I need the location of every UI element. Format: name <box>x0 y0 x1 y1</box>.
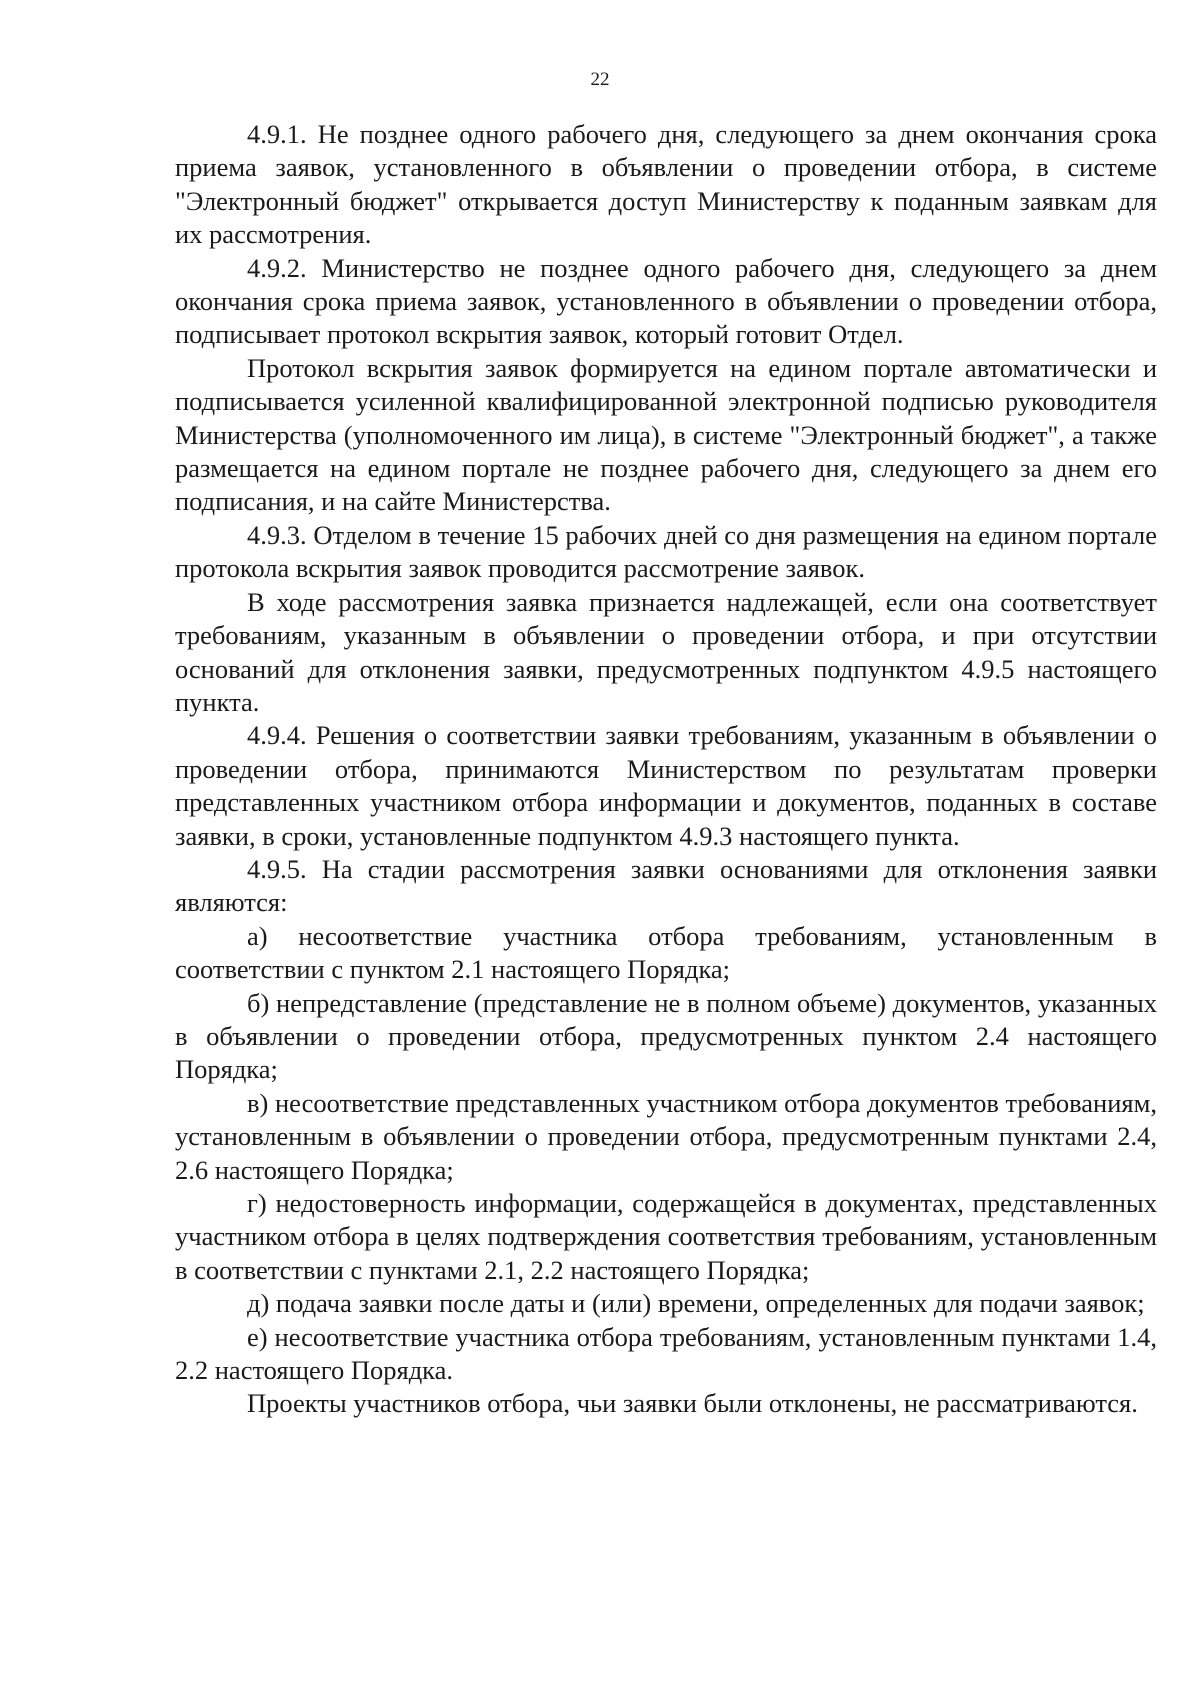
page-number: 22 <box>590 69 610 90</box>
paragraph-4-9-1: 4.9.1. Не позднее одного рабочего дня, следующего за днем окончания срока приема заявок, установленного в объявлении о проведении отбора, в системе "Электронный бюджет" открывается доступ Министерству к поданным заявкам для их рассмотрения. <box>175 119 1157 250</box>
list-item-v: в) несоответствие представленных участником отбора документов требованиям, установленным в объявлении о проведении отбора, предусмотренным пунктами 2.4, 2.6 настоящего Порядка; <box>175 1087 1158 1185</box>
list-item-e: е) несоответствие участника отбора требованиям, установленным пунктами 1.4, 2.2 настоящего Порядка. <box>175 1321 1157 1386</box>
list-item-b: б) непредставление (представление не в полном объеме) документов, указанных в объявлении о проведении отбора, предусмотренных пунктом 2.4 настоящего Порядка; <box>175 987 1157 1085</box>
paragraph-4-9-5: 4.9.5. На стадии рассмотрения заявки основаниями для отклонения заявки являются: <box>175 853 1157 918</box>
list-item-d: д) подача заявки после даты и (или) времени, определенных для подачи заявок; <box>247 1288 1145 1319</box>
paragraph-4-9-3: 4.9.3. Отделом в течение 15 рабочих дней со дня размещения на едином портале протокола вскрытия заявок проводится рассмотрение заявок. <box>175 519 1157 584</box>
list-item-g: г) недостоверность информации, содержащейся в документах, представленных участником отбора в целях подтверждения соответствия требованиям, установленным в соответствии с пунктами 2.1, 2.2 настоящего Порядка; <box>175 1188 1157 1285</box>
paragraph-4-9-2: 4.9.2. Министерство не позднее одного рабочего дня, следующего за днем окончания срока приема заявок, установленного в объявлении о проведении отбора, подписывает протокол вскрытия заявок, который готовит Отдел. <box>175 252 1157 350</box>
document-body <box>175 118 1157 1421</box>
paragraph-application-proper: В ходе рассмотрения заявка признается надлежащей, если она соответствует требованиям, указанным в объявлении о проведении отбора, и при отсутствии оснований для отклонения заявки, предусмотренных подпунктом 4.9.5 настоящего пункта. <box>175 586 1157 717</box>
paragraph-4-9-4: 4.9.4. Решения о соответствии заявки требованиям, указанным в объявлении о проведении отбора, принимаются Министерством по результатам проверки представленных участником отбора информации и документов, поданных в составе заявки, в сроки, установленные подпунктом 4.9.3 настоящего пункта. <box>175 720 1157 851</box>
list-item-a: а) несоответствие участника отбора требованиям, установленным в соответствии с пунктом 2.1 настоящего Порядка; <box>175 920 1157 985</box>
paragraph-rejected-projects: Проекты участников отбора, чьи заявки были отклонены, не рассматриваются. <box>247 1388 1138 1419</box>
paragraph-opening-protocol: Протокол вскрытия заявок формируется на едином портале автоматически и подписывается усиленной квалифицированной электронной подписью руководителя Министерства (уполномоченного им лица), в системе "Электронный бюджет", а также размещается на едином портале не позднее рабочего дня, следующего за днем его подписания, и на сайте Министерства. <box>175 352 1157 517</box>
